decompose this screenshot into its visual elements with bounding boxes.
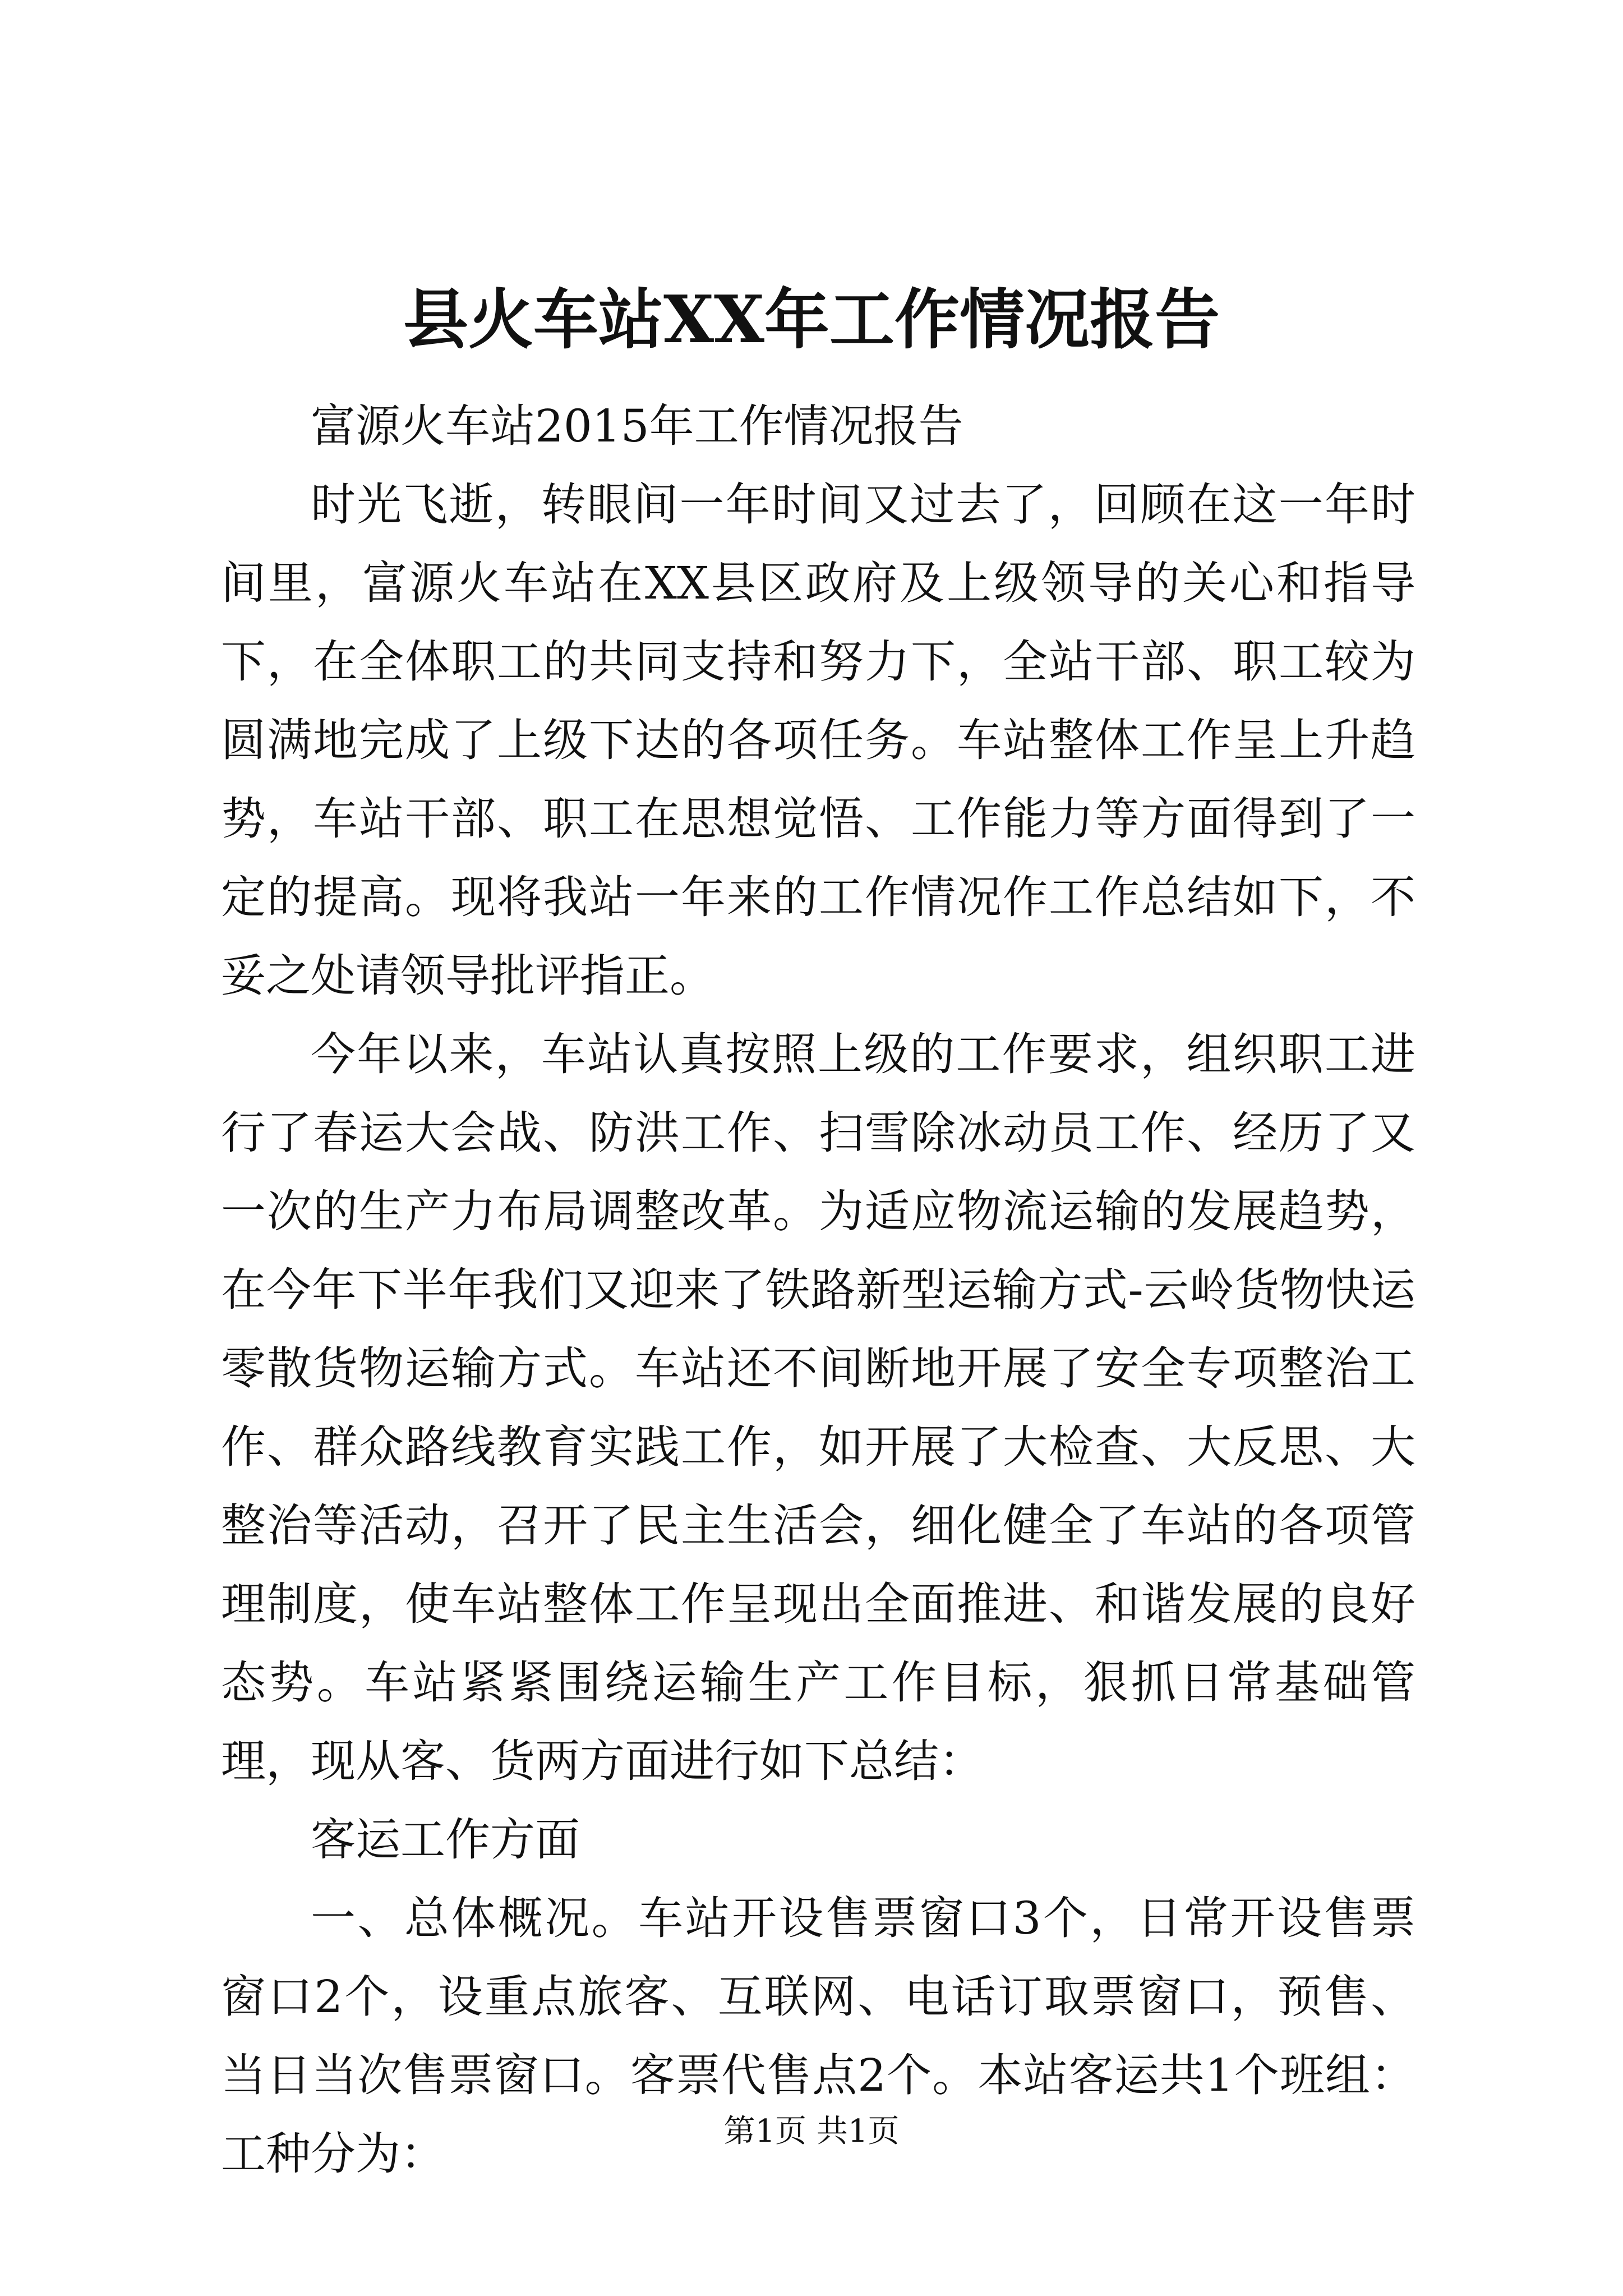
general-situation-paragraph: 一、总体概况。车站开设售票窗口3个，日常开设售票窗口2个，设重点旅客、互联网、电话订取票窗口，预售、当日当次售票窗口。客票代售点2个。本站客运共1个班组：工种分为： bbox=[221, 1892, 1415, 2180]
overview-paragraph: 今年以来，车站认真按照上级的工作要求，组织职工进行了春运大会战、防洪工作、扫雪除冰动员工作、经历了又一次的生产力布局调整改革。为适应物流运输的发展趋势，在今年下半年我们又迎来了铁路新型运输方式-云岭货物快运零散货物运输方式。车站还不间断地开展了安全专项整治工作、群众路线教育实践工作，如开展了大检查、大反思、大整治等活动，召开了民主生活会，细化健全了车站的各项管理制度，使车站整体工作呈现出全面推进、和谐发展的良好态势。车站紧紧围绕运输生产工作目标，狠抓日常基础管理，现从客、货两方面进行如下总结： bbox=[221, 1028, 1415, 1787]
document-title: 县火车站XX年工作情况报告 bbox=[403, 282, 1220, 358]
page-number: 第1页 共1页 bbox=[723, 2113, 900, 2150]
section-heading-passenger: 客运工作方面 bbox=[311, 1814, 580, 1866]
subtitle-paragraph: 富源火车站2015年工作情况报告 bbox=[311, 400, 963, 452]
intro-paragraph: 时光飞逝，转眼间一年时间又过去了，回顾在这一年时间里，富源火车站在XX县区政府及上级领导的关心和指导下，在全体职工的共同支持和努力下，全站干部、职工较为圆满地完成了上级下达的各项任务。车站整体工作呈上升趋势，车站干部、职工在思想觉悟、工作能力等方面得到了一定的提高。现将我站一年来的工作情况作工作总结如下，不妥之处请领导批评指正。 bbox=[221, 478, 1415, 1002]
document-body bbox=[221, 387, 1415, 2193]
